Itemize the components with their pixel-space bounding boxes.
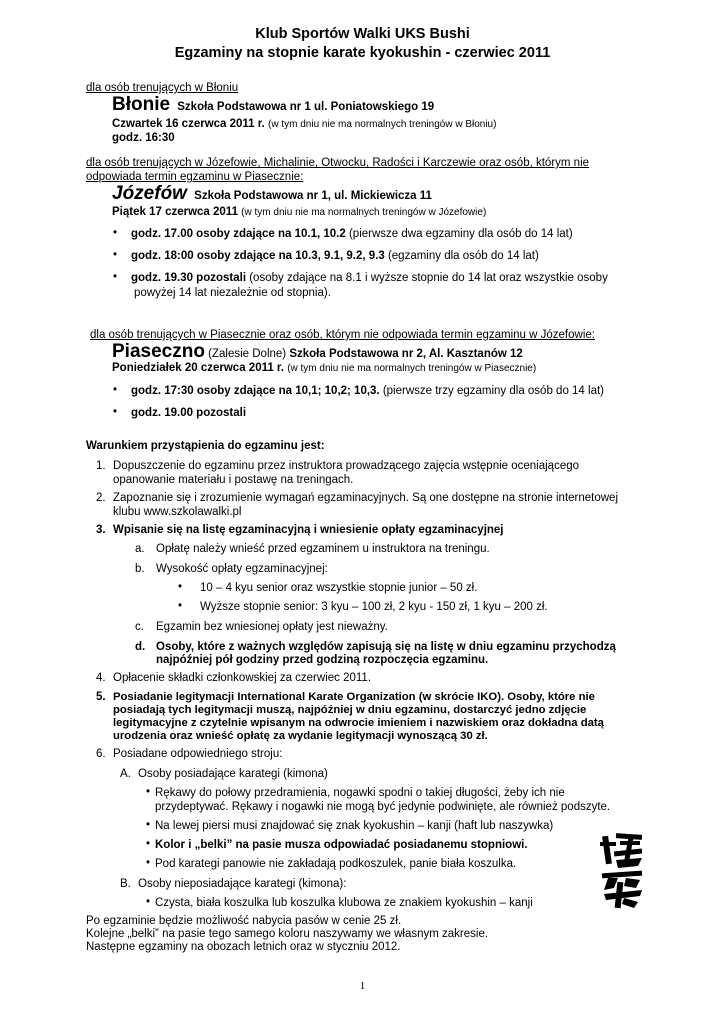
condition-4: Opłacenie składki członkowskiej za czerwiec 2011. [113, 672, 372, 684]
condition-5-line1: Posiadanie legitymacji International Karate Organization (w skrócie IKO). Osoby, które nie [113, 691, 595, 703]
condition-1-line2: opanowanie materiału i postawę na treningach. [113, 474, 354, 486]
jozefow-item-2-note: (egzaminy dla osób do 14 lat) [384, 250, 539, 262]
condition-5-line3: legitymacyjne z czytelnie wpisanym na odwrocie imieniem i nazwiskiem oraz dokładna datą [113, 717, 604, 729]
bullet-icon: • [113, 384, 118, 396]
condition-3d-line1: Osoby, które z ważnych względów zapisują się na listę w dniu egzaminu przychodzą [156, 641, 616, 653]
jozefow-item-3-line2: powyżej 14 lat niezależnie od stopnia). [134, 287, 331, 299]
footer-note-2: Kolejne „belki” na pasie tego samego koloru naszywamy we własnym zakresie. [86, 928, 489, 940]
jozefow-intro-2: odpowiada termin egzaminu w Piasecznie: [86, 171, 304, 183]
piaseczno-city: Piaseczno [112, 341, 205, 362]
jozefow-date-line [112, 206, 486, 218]
blonie-date-line [112, 118, 496, 130]
piaseczno-date: Poniedziałek 20 czerwca 2011 r. [112, 362, 284, 374]
jozefow-item-3 [131, 271, 608, 285]
conditions-heading: Warunkiem przystąpienia do egzaminu jest: [86, 440, 325, 452]
piaseczno-heading [112, 341, 523, 363]
condition-6A-1-line2: przydeptywać. Rękawy i nogawki nie mogą być jedynie podwinięte, ale również podszyte. [155, 801, 611, 813]
condition-6A-3: Kolor i „belki” na pasie musza odpowiadać posiadanemu stopniowi. [155, 839, 528, 851]
blonie-city: Błonie [112, 94, 171, 115]
bullet-icon: • [146, 896, 151, 908]
condition-3d-line2: najpóźniej pół godziny przed godziną rozpoczęcia egzaminu. [156, 654, 489, 666]
jozefow-item-3-note: (osoby zdające na 8.1 i wyższe stopnie do 14 lat oraz wszystkie osoby [246, 272, 608, 284]
condition-3c: Egzamin bez wniesionej opłaty jest nieważny. [156, 621, 388, 633]
item-letter: c. [135, 621, 144, 633]
jozefow-heading [112, 183, 432, 205]
item-letter: d. [135, 641, 146, 653]
piaseczno-item-1-note: (pierwsze trzy egzaminy dla osób do 14 lat) [379, 385, 604, 397]
condition-3a: Opłatę należy wnieść przed egzaminem u instruktora na treningu. [156, 543, 490, 555]
blonie-place: Szkoła Podstawowa nr 1 ul. Poniatowskiego 19 [177, 101, 435, 113]
jozefow-item-1-note: (pierwsze dwa egzaminy dla osób do 14 lat) [345, 228, 573, 240]
jozefow-item-2 [131, 249, 539, 263]
bullet-icon: • [113, 271, 118, 283]
item-number: 6. [96, 748, 106, 760]
condition-5-line4: urodzenia oraz wnieść opłatę za wydanie legitymacji wynoszącą 30 zł. [113, 730, 488, 742]
jozefow-date-note: (w tym dniu nie ma normalnych treningów w Józefowie) [241, 207, 487, 218]
item-letter: a. [135, 543, 145, 555]
condition-3b-2: Wyższe stopnie senior: 3 kyu – 100 zł, 2 kyu - 150 zł, 1 kyu – 200 zł. [200, 601, 548, 613]
condition-6B-1: Czysta, biała koszulka lub koszulka klubowa ze znakiem kyokushin – kanji [155, 897, 533, 909]
bullet-icon: • [146, 786, 151, 798]
item-number: 1. [96, 460, 106, 472]
condition-3b-1: 10 – 4 kyu senior oraz wszystkie stopnie junior – 50 zł. [200, 582, 478, 594]
jozefow-intro-1: dla osób trenujących w Józefowie, Michalinie, Otwocku, Radości i Karczewie oraz osób, którym nie [86, 157, 590, 169]
piaseczno-city-note: (Zalesie Dolne) [208, 348, 287, 360]
blonie-intro: dla osób trenujących w Błoniu [86, 82, 239, 94]
bullet-icon: • [113, 249, 118, 261]
bullet-icon: • [146, 857, 151, 869]
condition-6A-2: Na lewej piersi musi znajdować się znak kyokushin – kanji (haft lub naszywka) [155, 820, 554, 832]
page-number: 1 [359, 980, 366, 992]
condition-2-line2: klubu www.szkolawalki.pl [113, 506, 242, 518]
doc-title: Klub Sportów Walki UKS Bushi [255, 26, 470, 42]
jozefow-date: Piątek 17 czerwca 2011 [112, 206, 238, 218]
footer-note-1: Po egzaminie będzie możliwość nabycia pasów w cenie 25 zł. [86, 915, 402, 927]
bullet-icon: • [146, 819, 151, 831]
piaseczno-date-line [112, 362, 536, 374]
bullet-icon: • [113, 227, 118, 239]
condition-6A-1-line1: Rękawy do połowy przedramienia, nogawki spodni o takiej długości, żeby ich nie [155, 787, 565, 799]
bullet-icon: • [178, 581, 183, 593]
jozefow-item-3-bold: godz. 19.30 pozostali [131, 272, 247, 284]
item-letter: A. [120, 768, 131, 780]
item-number: 4. [96, 672, 106, 684]
item-number: 3. [96, 524, 106, 536]
piaseczno-item-1-bold: godz. 17:30 osoby zdające na 10,1; 10,2; 10,3. [131, 385, 380, 397]
item-number: 5. [96, 691, 106, 703]
piaseczno-place: Szkoła Podstawowa nr 2, Al. Kasztanów 12 [289, 348, 523, 360]
blonie-date: Czwartek 16 czerwca 2011 r. [112, 118, 265, 130]
doc-subtitle: Egzaminy na stopnie karate kyokushin - czerwiec 2011 [174, 45, 551, 61]
condition-5-line2: posiadają tych legitymacji muszą, najpóźniej w dniu egzaminu, dostarczyć jedno zdjęcie [113, 704, 587, 716]
piaseczno-item-2: godz. 19.00 pozostali [131, 407, 247, 419]
bullet-icon: • [146, 838, 151, 850]
blonie-heading [112, 94, 434, 116]
condition-6: Posiadane odpowiedniego stroju: [113, 748, 283, 760]
footer-note-3: Następne egzaminy na obozach letnich oraz w styczniu 2012. [86, 941, 401, 953]
item-letter: B. [120, 878, 131, 890]
piaseczno-item-1 [131, 384, 604, 398]
blonie-date-note: (w tym dniu nie ma normalnych treningów w Błoniu) [268, 119, 497, 130]
condition-3b: Wysokość opłaty egzaminacyjnej: [156, 563, 328, 575]
blonie-time: godz. 16:30 [112, 132, 175, 144]
condition-3: Wpisanie się na listę egzaminacyjną i wniesienie opłaty egzaminacyjnej [113, 524, 504, 536]
item-letter: b. [135, 563, 145, 575]
piaseczno-intro: dla osób trenujących w Piasecznie oraz osób, którym nie odpowiada termin egzaminu w Józefowie: [90, 329, 595, 341]
bullet-icon: • [178, 600, 183, 612]
kyokushin-kanji-logo-icon [598, 832, 648, 910]
condition-6B: Osoby nieposiadające karategi (kimona): [138, 878, 347, 890]
bullet-icon: • [113, 406, 118, 418]
condition-2-line1: Zapoznanie się i zrozumienie wymagań egzaminacyjnych. Są one dostępne na stronie internetowej [113, 492, 619, 504]
condition-6A-4: Pod karategi panowie nie zakładają podkoszulek, panie biała koszulka. [155, 858, 517, 870]
condition-6A: Osoby posiadające karategi (kimona) [138, 768, 328, 780]
jozefow-item-1 [131, 227, 573, 241]
piaseczno-date-note: (w tym dniu nie ma normalnych treningów w Piasecznie) [287, 363, 537, 374]
condition-1-line1: Dopuszczenie do egzaminu przez instruktora prowadzącego zajęcia wstępnie oceniającego [113, 460, 580, 472]
jozefow-item-2-bold: godz. 18:00 osoby zdające na 10.3, 9.1, 9.2, 9.3 [131, 250, 385, 262]
item-number: 2. [96, 492, 106, 504]
jozefow-city: Józefów [112, 183, 187, 204]
jozefow-place: Szkoła Podstawowa nr 1, ul. Mickiewicza 11 [194, 190, 432, 202]
jozefow-item-1-bold: godz. 17.00 osoby zdające na 10.1, 10.2 [131, 228, 346, 240]
